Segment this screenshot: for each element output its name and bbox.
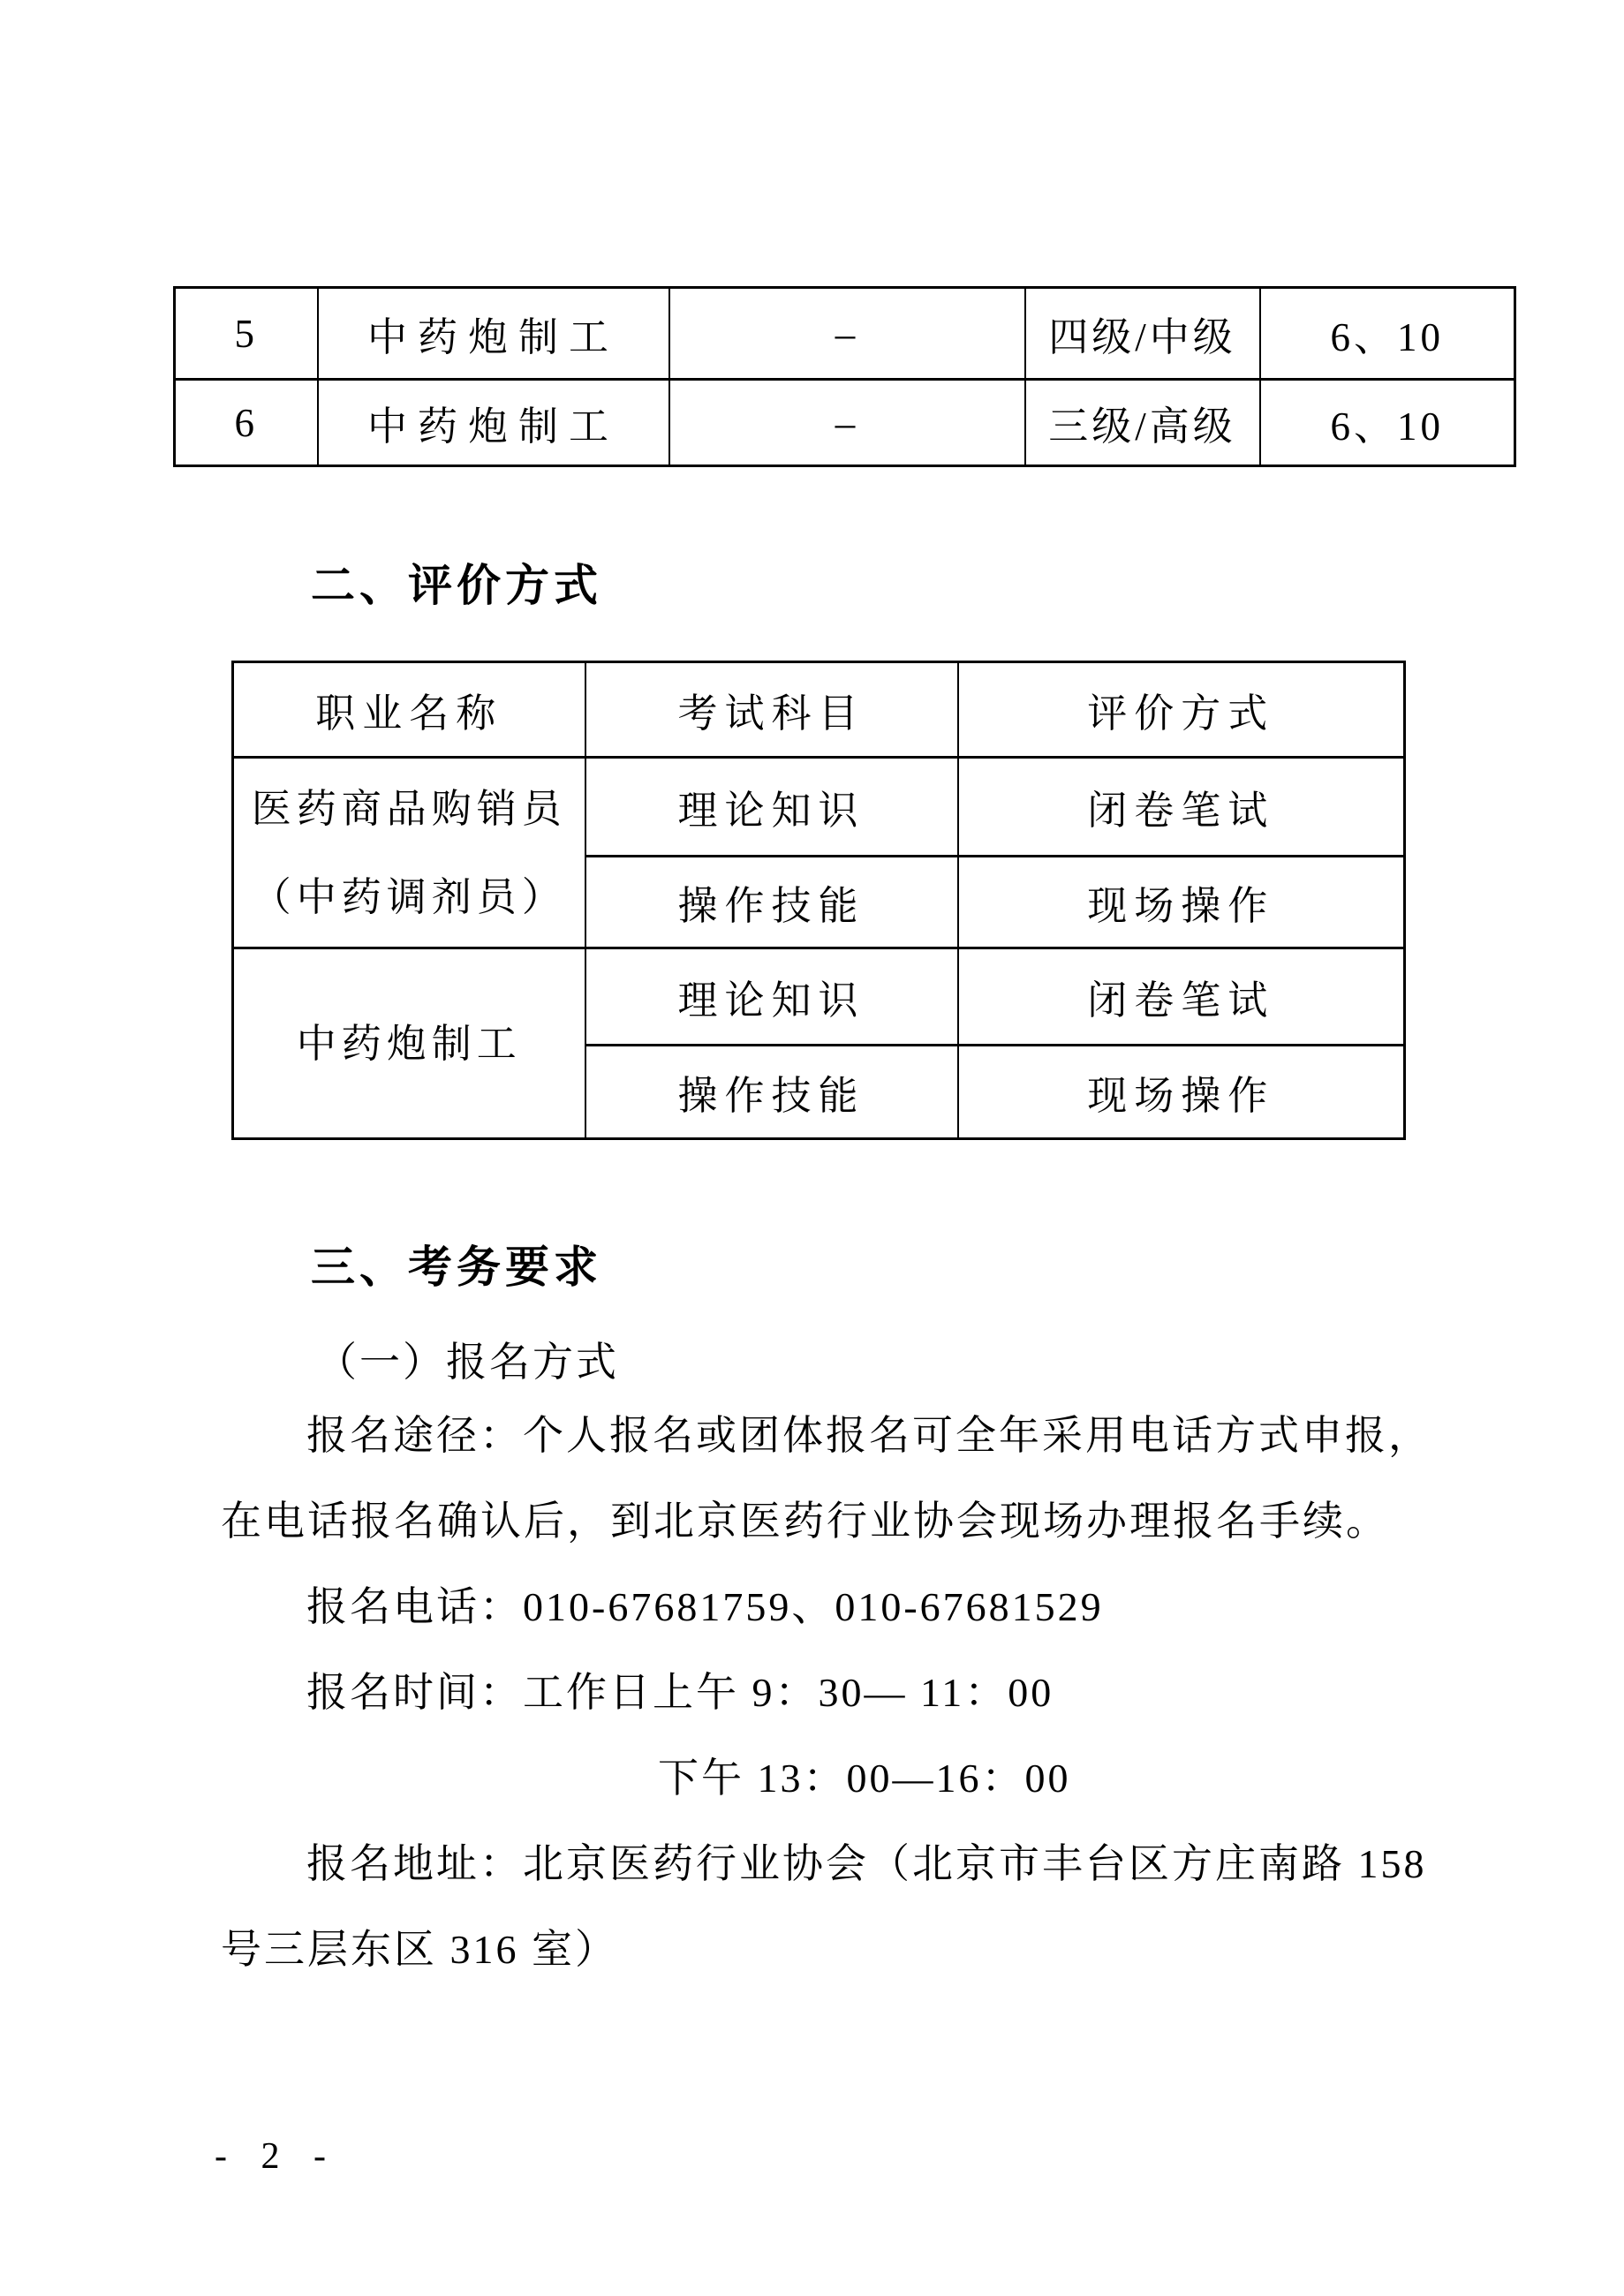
exam-months-cell: 6、10 — [1260, 380, 1515, 466]
occupation-name-line2: （中药调剂员） — [251, 874, 567, 919]
evaluation-method-table — [231, 661, 1406, 1140]
paragraph-line-registration-channel-cont: 在电话报名确认后，到北京医药行业协会现场办理报名手续。 — [221, 1499, 1389, 1544]
occupation-name: 中药炮制工 — [318, 380, 669, 466]
table-row — [175, 288, 1515, 380]
table-row — [233, 948, 1405, 1046]
table-row — [175, 380, 1515, 466]
header-occupation: 职业名称 — [233, 662, 585, 758]
occupation-name-line1: 中药炮制工 — [296, 1021, 522, 1066]
direction-cell: – — [669, 288, 1025, 380]
occupation-group-cell — [233, 758, 585, 948]
header-method: 评价方式 — [958, 662, 1405, 758]
paragraph-line-registration-channel: 报名途径：个人报名或团体报名可全年采用电话方式申报， — [306, 1413, 1431, 1458]
row-index: 5 — [175, 288, 318, 380]
occupation-name: 中药炮制工 — [318, 288, 669, 380]
exam-months-cell: 6、10 — [1260, 288, 1515, 380]
row-index: 6 — [175, 380, 318, 466]
method-cell: 闭卷笔试 — [958, 948, 1405, 1046]
subject-cell: 理论知识 — [585, 948, 958, 1046]
paragraph-line-address-cont: 号三层东区 316 室） — [221, 1927, 618, 1972]
paragraph-line-time-afternoon: 下午 13：00—16：00 — [658, 1756, 1071, 1801]
occupation-group-cell — [233, 948, 585, 1139]
subject-cell: 理论知识 — [585, 758, 958, 857]
occupation-schedule-table — [173, 286, 1516, 467]
section-heading-exam-requirements: 三、考务要求 — [311, 1242, 602, 1292]
subject-cell: 操作技能 — [585, 857, 958, 948]
paragraph-line-time-morning: 报名时间：工作日上午 9：30— 11：00 — [306, 1670, 1054, 1715]
method-cell: 闭卷笔试 — [958, 758, 1405, 857]
method-cell: 现场操作 — [958, 1046, 1405, 1139]
section-heading-evaluation: 二、评价方式 — [311, 561, 602, 610]
page-number: - 2 - — [215, 2136, 338, 2177]
subsection-heading-registration: （一）报名方式 — [316, 1340, 619, 1385]
paragraph-line-address: 报名地址：北京医药行业协会（北京市丰台区方庄南路 158 — [306, 1841, 1427, 1886]
occupation-name-line1: 医药商品购销员 — [251, 786, 567, 831]
table-row — [233, 758, 1405, 857]
subject-cell: 操作技能 — [585, 1046, 958, 1139]
table-header-row — [233, 662, 1405, 758]
method-cell: 现场操作 — [958, 857, 1405, 948]
level-cell: 四级/中级 — [1025, 288, 1260, 380]
paragraph-line-phone: 报名电话：010-67681759、010-67681529 — [306, 1584, 1104, 1629]
header-subject: 考试科目 — [585, 662, 958, 758]
level-cell: 三级/高级 — [1025, 380, 1260, 466]
direction-cell: – — [669, 380, 1025, 466]
